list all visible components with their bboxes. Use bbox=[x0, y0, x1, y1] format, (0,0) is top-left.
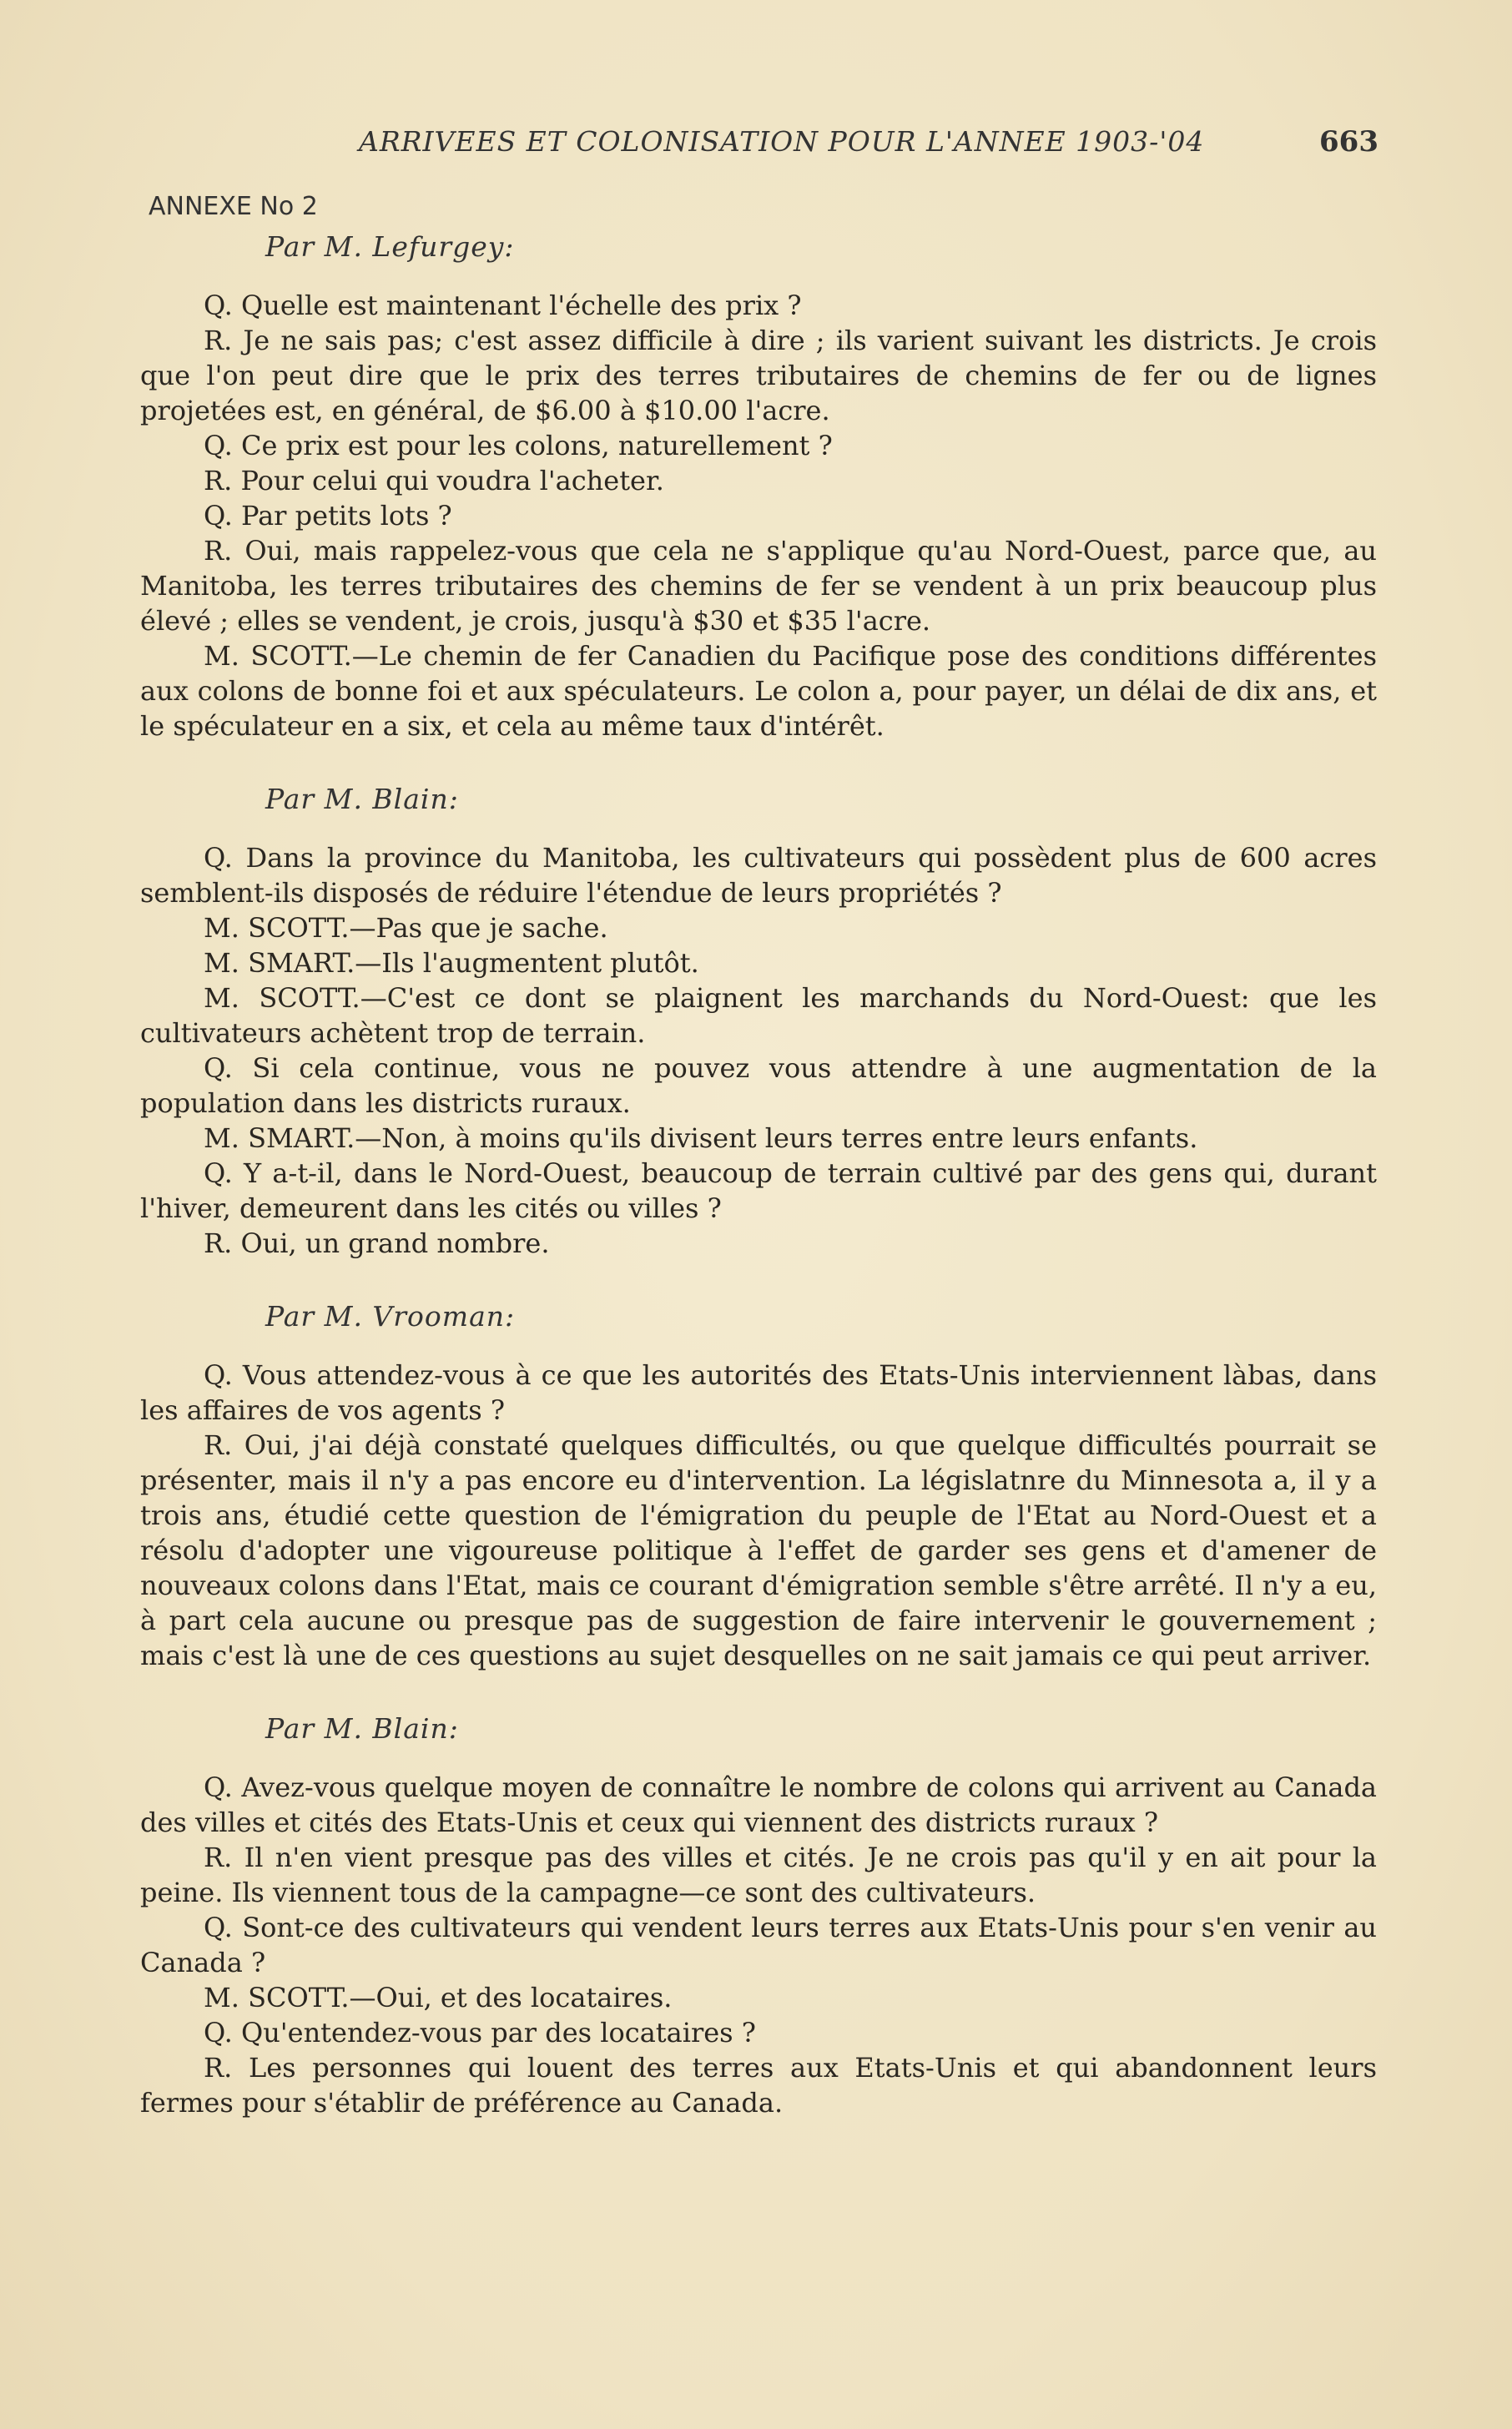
paragraph: Q. Qu'entendez-vous par des locataires ? bbox=[204, 2017, 756, 2049]
annex-label: ANNEXE No 2 bbox=[149, 192, 318, 221]
paragraph: Q. Par petits lots ? bbox=[204, 500, 452, 532]
paragraph: Q. Ce prix est pour les colons, naturellement ? bbox=[204, 430, 833, 461]
paragraph: Q. Sont-ce des cultivateurs qui vendent leurs terres aux Etats-Unis pour s'en venir au Canada ? bbox=[140, 1912, 1377, 1978]
paragraph: R. Je ne sais pas; c'est assez difficile à dire ; ils varient suivant les districts. Je crois que l'on peut dire que le prix des terres tributaires de chemins de fer ou de lignes projetées est, en général, de $6.00 à $10.00 l'acre. bbox=[140, 325, 1377, 426]
paragraph: R. Les personnes qui louent des terres aux Etats-Unis et qui abandonnent leurs fermes pour s'établir de préférence au Canada. bbox=[140, 2052, 1377, 2119]
paragraph: Q. Avez-vous quelque moyen de connaître le nombre de colons qui arrivent au Canada des villes et cités des Etats-Unis et ceux qui viennent des districts ruraux ? bbox=[140, 1771, 1377, 1838]
paragraph: M. SCOTT.—C'est ce dont se plaignent les marchands du Nord-Ouest: que les cultivateurs achètent trop de terrain. bbox=[140, 982, 1377, 1049]
paragraph: M. SCOTT.—Le chemin de fer Canadien du Pacifique pose des conditions différentes aux colons de bonne foi et aux spéculateurs. Le colon a, pour payer, un délai de dix ans, et le spéculateur en a six, et cela au même taux d'intérêt. bbox=[140, 640, 1377, 742]
paragraph: R. Oui, un grand nombre. bbox=[204, 1227, 550, 1259]
paragraph: Q. Si cela continue, vous ne pouvez vous attendre à une augmentation de la population dans les districts ruraux. bbox=[140, 1052, 1377, 1119]
page-number: 663 bbox=[1319, 125, 1378, 159]
paragraph: Q. Dans la province du Manitoba, les cultivateurs qui possèdent plus de 600 acres semblent-ils disposés de réduire l'étendue de leurs propriétés ? bbox=[140, 842, 1377, 909]
paragraph: R. Oui, mais rappelez-vous que cela ne s'applique qu'au Nord-Ouest, parce que, au Manitoba, les terres tributaires des chemins de fer se vendent à un prix beaucoup plus élevé ; elles se vendent, je crois, jusqu'à $30 et $35 l'acre. bbox=[140, 535, 1377, 637]
paragraph: M. SCOTT.—Oui, et des locataires. bbox=[204, 1982, 673, 2013]
running-title: ARRIVEES ET COLONISATION POUR L'ANNEE 1903-'04 bbox=[359, 125, 1205, 158]
paragraph: Q. Y a-t-il, dans le Nord-Ouest, beaucoup de terrain cultivé par des gens qui, durant l'hiver, demeurent dans les cités ou villes ? bbox=[140, 1157, 1377, 1224]
paragraph: R. Il n'en vient presque pas des villes et cités. Je ne crois pas qu'il y en ait pour la peine. Ils viennent tous de la campagne—ce sont des cultivateurs. bbox=[140, 1842, 1377, 1908]
document-body bbox=[140, 229, 1377, 2120]
paragraph: M. SMART.—Non, à moins qu'ils divisent leurs terres entre leurs enfants. bbox=[204, 1122, 1198, 1154]
paragraph: M. SCOTT.—Pas que je sache. bbox=[204, 912, 608, 944]
paragraph: Q. Quelle est maintenant l'échelle des prix ? bbox=[204, 290, 802, 321]
paragraph: M. SMART.—Ils l'augmentent plutôt. bbox=[204, 947, 699, 979]
speaker-heading: Par M. Lefurgey: bbox=[265, 230, 515, 263]
paragraph: R. Oui, j'ai déjà constaté quelques difficultés, ou que quelque difficultés pourrait se présenter, mais il n'y a pas encore eu d'intervention. La législatnre du Minnesota a, il y a trois ans, étudié cette question de l'émigration du peuple de l'Etat au Nord-Ouest et a résolu d'adopter une vigoureuse politique à l'effet de garder ses gens et d'amener de nouveaux colons dans l'Etat, mais ce courant d'émigration semble s'être arrêté. Il n'y a eu, à part cela aucune ou presque pas de suggestion de faire intervenir le gouvernement ; mais c'est là une de ces questions au sujet desquelles on ne sait jamais ce qui peut arriver. bbox=[140, 1429, 1377, 1671]
paragraph: Q. Vous attendez-vous à ce que les autorités des Etats-Unis interviennent làbas, dans les affaires de vos agents ? bbox=[140, 1359, 1377, 1426]
paragraph: R. Pour celui qui voudra l'acheter. bbox=[204, 465, 664, 496]
speaker-heading: Par M. Blain: bbox=[265, 783, 459, 815]
speaker-heading: Par M. Blain: bbox=[265, 1712, 459, 1745]
speaker-heading: Par M. Vrooman: bbox=[265, 1300, 516, 1333]
